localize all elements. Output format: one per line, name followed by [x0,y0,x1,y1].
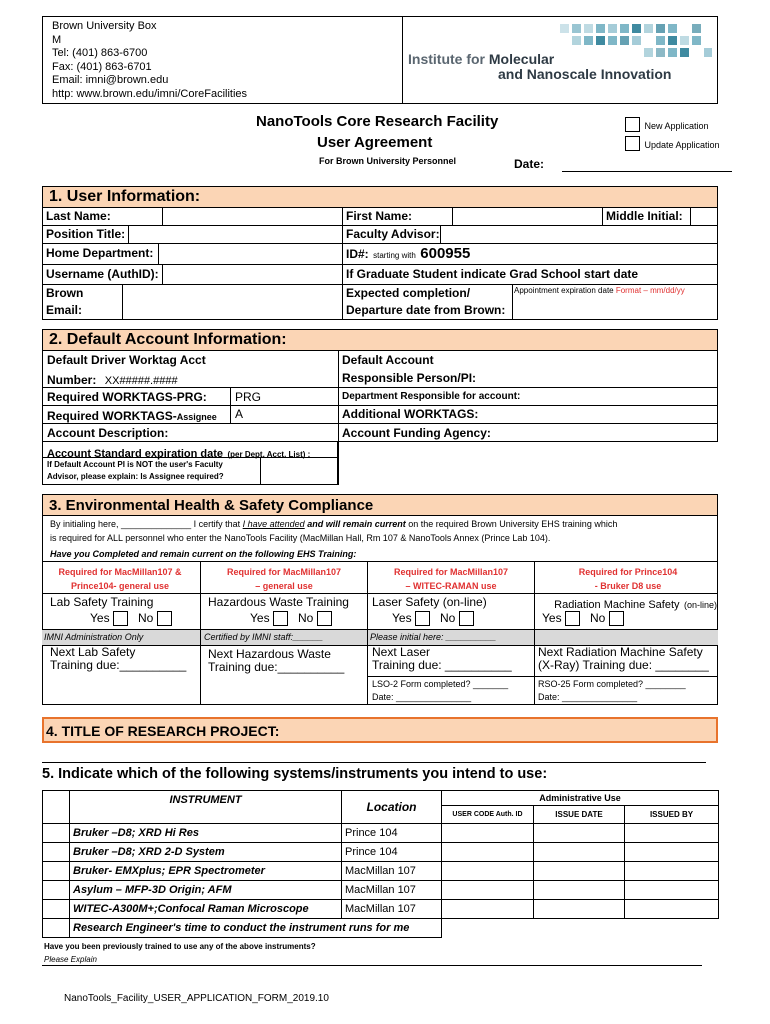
lso-form-field[interactable]: LSO-2 Form completed? _______ [372,679,509,689]
issued-by-cell[interactable] [625,900,719,919]
instrument-location: Prince 104 [342,824,442,843]
instrument-location: Prince 104 [342,843,442,862]
std-expiration-label: Account Standard expiration date [47,448,224,460]
req-note: Required for MacMillan107 & [58,567,182,577]
no-label: No [589,611,606,625]
req-note: – WITEC-RAMAN use [405,581,497,591]
instrument-location: MacMillan 107 [342,862,442,881]
instrument-name: WITEC-A300M+;Confocal Raman Microscope [70,900,342,919]
user-code-cell[interactable] [442,824,534,843]
laser-safety-yes-checkbox[interactable] [415,611,430,626]
std-expiration-note: (per Dept. Acct. List) : [227,450,311,459]
last-name-label: Last Name: [46,209,111,223]
hazardous-waste-yes-checkbox[interactable] [273,611,288,626]
issue-date-cell[interactable] [534,843,625,862]
section-3-header [42,494,718,516]
assignee-suffix: Assignee [176,412,217,422]
req-radiation-safety [540,565,716,593]
hazardous-waste-no-checkbox[interactable] [317,611,332,626]
req-note: Required for Prince104 [578,567,678,577]
instrument-name: Bruker- EMXplus; EPR Spectrometer [70,862,342,881]
rso-form-field[interactable]: RSO-25 Form completed? ________ [538,679,686,689]
issue-date-cell[interactable] [534,824,625,843]
form-title: NanoTools Core Research Facility [256,113,499,130]
ehs-certification [50,519,617,529]
faculty-advisor-label: Faculty Advisor: [346,227,440,241]
form-audience: For Brown University Personnel [319,156,457,166]
logo-text-line2: and Nanoscale Innovation [498,66,672,82]
form-id-footer: NanoTools_Facility_USER_APPLICATION_FORM_2019.10 [64,993,329,1004]
section-2-header [42,329,718,351]
new-application-label: New Application [644,121,709,131]
home-department-label: Home Department: [46,246,154,260]
imni-admin-only-label: IMNI Administration Only [44,632,144,642]
lso-form[interactable] [372,678,508,704]
next-lab-safety[interactable] [50,646,186,672]
instrument-select-cell[interactable] [43,900,70,919]
imni-logo [408,22,714,92]
ehs-cert-text-end: on the required Brown University EHS training which [405,519,618,529]
instrument-select-cell[interactable] [43,843,70,862]
req-note: - Bruker D8 use [594,581,662,591]
dept-responsible-label: Department Responsible for account: [342,391,521,402]
section-4-title: 4. TITLE OF RESEARCH PROJECT: [46,723,280,739]
appointment-expiration-label: Appointment expiration date [514,286,616,295]
user-code-cell[interactable] [442,900,534,919]
ehs-question: Have you Completed and remain current on the following EHS Training: [50,549,357,559]
not-faculty-note-line2: Advisor, please explain: Is Assignee required? [47,472,224,481]
next-due-field[interactable]: Training due:__________ [50,658,187,672]
req-worktags-assignee-label: Required WORKTAGS- [47,409,177,423]
address-line: M [52,33,62,46]
user-code-label: USER CODE Auth. ID [452,811,523,818]
radiation-safety-yes-no [542,611,624,626]
instrument-name: Asylum – MFP-3D Origin; AFM [70,881,342,900]
update-application-label: Update Application [644,140,720,150]
date-format-hint: Format – mm/dd/yy [615,286,685,295]
ehs-cert-attended: I have attended [242,519,305,529]
previous-training-question: Have you been previously trained to use any of the above instruments? [44,942,316,951]
new-application-checkbox[interactable] [625,117,640,132]
email: Email: imni@brown.edu [52,74,169,87]
no-label: No [137,611,154,625]
explain-field[interactable] [42,965,702,966]
ehs-cert-remain: and will remain current [304,519,406,529]
section-1-title: 1. User Information: [49,188,201,205]
middle-initial-label: Middle Initial: [606,209,683,223]
id-label: ID#: [346,247,369,261]
date-field[interactable] [562,171,732,172]
email-label: Email: [46,303,83,317]
instrument-location: MacMillan 107 [342,900,442,919]
issue-date-cell[interactable] [534,862,625,881]
ehs-requirement-note: is required for ALL personnel who enter the NanoTools Facility (MacMillan Hall, Rm 107 & NanoTools Annex (Prince Lab 104). [50,533,551,543]
instrument-select-cell[interactable] [43,881,70,900]
issued-by-cell[interactable] [625,843,719,862]
yes-label: Yes [90,611,110,625]
req-hazardous-waste [205,565,363,593]
rso-date-field[interactable]: Date: _______________ [538,692,638,702]
radiation-safety-yes-checkbox[interactable] [565,611,580,626]
logo-text-bold: Molecular [488,51,555,67]
req-lab-safety [50,565,190,593]
please-explain-label: Please Explain [44,955,97,964]
departure-date-label: Departure date from Brown: [346,303,506,317]
next-laser[interactable] [372,646,512,672]
certified-by-staff-field[interactable]: Certified by IMNI staff:______ [204,632,324,642]
radiation-safety-training-label: Radiation Machine Safety [554,599,680,611]
issue-date-cell[interactable] [534,881,625,900]
section-4-header[interactable] [42,717,718,743]
prg-value: PRG [235,390,262,404]
id-prefix: 600955 [420,245,471,262]
issued-by-cell[interactable] [625,881,719,900]
radiation-safety-no-checkbox[interactable] [609,611,624,626]
lso-date-field[interactable]: Date: _______________ [372,692,472,702]
section-2-title: 2. Default Account Information: [49,331,287,348]
assignee-value: A [235,407,244,421]
brown-label: Brown [46,286,84,300]
research-engineer-option: Research Engineer's time to conduct the instrument runs for me [70,919,442,938]
additional-worktags-label: Additional WORKTAGS: [342,407,479,421]
req-note: Prince104- general use [70,581,170,591]
yes-label: Yes [392,611,412,625]
lab-safety-training-label: Lab Safety Training [50,595,154,609]
section-3-title: 3. Environmental Health & Safety Compliance [49,497,374,514]
user-code-cell[interactable] [442,843,534,862]
online-note: (on-line) [683,600,717,610]
account-description-label: Account Description: [47,426,169,440]
user-code-cell[interactable] [442,862,534,881]
instrument-location: MacMillan 107 [342,881,442,900]
default-account-label: Default Account [342,353,434,367]
date-label: Date: [514,157,545,171]
account-number-label: Number: [47,373,97,387]
phone: Tel: (401) 863-6700 [52,47,148,60]
not-faculty-note-line1: If Default Account PI is NOT the user's Faculty [47,460,223,469]
funding-agency-label: Account Funding Agency: [342,426,491,440]
instrument-select-cell[interactable] [43,824,70,843]
instrument-select-cell[interactable] [43,919,70,938]
first-name-label: First Name: [346,209,413,223]
lab-safety-yes-checkbox[interactable] [113,611,128,626]
req-laser-safety [372,565,530,593]
logo-text: Institute for [408,51,489,67]
laser-safety-no-checkbox[interactable] [459,611,474,626]
yes-label: Yes [250,611,270,625]
account-number-format: XX#####.#### [104,375,178,387]
update-application-checkbox[interactable] [625,136,640,151]
id-hint: starting with [373,251,416,260]
header-divider [402,16,403,104]
req-note: – general use [255,581,313,591]
next-due-label: Next Laser [372,645,431,659]
req-worktags-prg-label: Required WORKTAGS-PRG: [47,390,207,404]
next-due-label: Next Hazardous Waste [208,647,331,661]
position-title-label: Position Title: [46,227,126,241]
instrument-table [42,790,719,938]
expected-completion-label: Expected completion/ [346,286,471,300]
next-hazardous-waste[interactable] [208,648,344,674]
section-1-header [42,186,718,208]
laser-safety-yes-no [392,611,474,626]
rso-form[interactable] [538,678,686,704]
issued-by-label: ISSUED BY [649,810,694,819]
yes-label: Yes [542,611,562,625]
select-column-header [43,791,70,824]
next-due-field[interactable]: Training due:__________ [208,660,345,674]
lab-safety-yes-no [90,611,172,626]
driver-worktag-label: Default Driver Worktag Acct [47,353,206,367]
issue-date-header [534,806,625,824]
laser-safety-training-label: Laser Safety (on-line) [372,595,487,609]
instrument-header [70,791,342,824]
req-note: Required for MacMillan107 [226,567,342,577]
address-line: Brown University Box [52,20,157,32]
admin-use-header [442,791,719,806]
issue-date-label: ISSUE DATE [555,810,603,819]
next-due-label: Next Lab Safety [50,645,136,659]
issued-by-cell[interactable] [625,862,719,881]
no-label: No [297,611,314,625]
instrument-header-label: INSTRUMENT [169,794,242,806]
hazardous-waste-training-label: Hazardous Waste Training [208,595,349,609]
ehs-cert-text: By initialing here, ______________ I certify that [50,519,243,529]
issued-by-cell[interactable] [625,824,719,843]
username-label: Username (AuthID): [46,267,159,281]
next-due-field[interactable]: (X-Ray) Training due: ________ [538,658,709,672]
grad-start-label: If Graduate Student indicate Grad School start date [346,267,639,281]
issue-date-cell[interactable] [534,900,625,919]
location-header [342,791,442,824]
next-due-field[interactable]: Training due: __________ [372,658,512,672]
form-subtitle: User Agreement [317,134,433,151]
user-code-cell[interactable] [442,881,534,900]
instrument-select-cell[interactable] [43,862,70,881]
instrument-name: Bruker –D8; XRD Hi Res [70,824,342,843]
location-header-label: Location [366,800,417,814]
issued-by-header [625,806,719,824]
section-5-title: 5. Indicate which of the following systems/instruments you intend to use: [42,766,548,782]
next-due-label: Next Radiation Machine Safety [538,645,703,659]
instrument-name: Bruker –D8; XRD 2-D System [70,843,342,862]
hazardous-waste-yes-no [250,611,332,626]
contact-info [52,20,247,102]
user-code-header [442,806,534,824]
req-note: Required for MacMillan107 [393,567,509,577]
responsible-pi-label: Responsible Person/PI: [342,371,477,385]
website: http: www.brown.edu/imni/CoreFacilities [52,87,248,100]
next-radiation[interactable] [538,646,709,672]
admin-use-label: Administrative Use [539,793,621,803]
no-label: No [439,611,456,625]
appointment-expiration [514,286,717,295]
lab-safety-no-checkbox[interactable] [157,611,172,626]
please-initial-field[interactable]: Please initial here: __________ [370,632,497,642]
fax: Fax: (401) 863-6701 [52,60,152,73]
